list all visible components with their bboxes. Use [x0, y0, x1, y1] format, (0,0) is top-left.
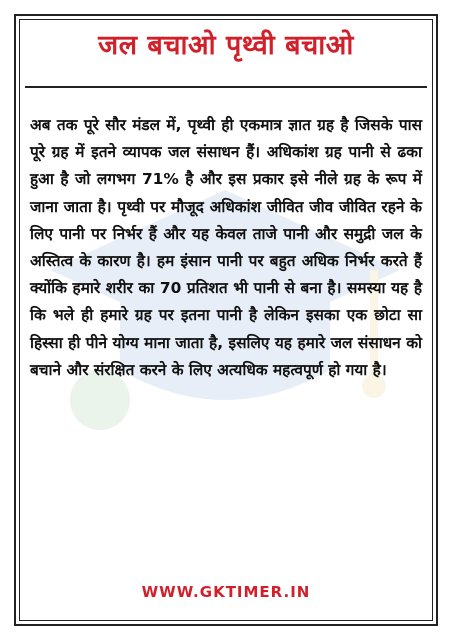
- essay-paragraph: अब तक पूरे सौर मंडल में, पृथ्वी ही एकमात्र ज्ञात ग्रह है जिसके पास पूरे ग्रह में इतने व्यापक जल संसाधन हैं। अधिकांश ग्रह पानी से ढका हुआ है जो लगभग 71% है और इस प्रकार इसे नीले ग्रह के रूप में जाना जाता है। पृथ्वी पर मौजूद अधिकांश जीवित जीव जीवित रहने के लिए पानी पर निर्भर हैं और यह केवल ताजे पानी और समुद्री जल के अस्तित्व के कारण है। हम इंसान पानी पर बहुत अधिक निर्भर करते हैं क्योंकि हमारे शरीर का 70 प्रतिशत भी पानी से बना है। समस्या यह है कि भले ही हमारे ग्रह पर इतना पानी है लेकिन इसका एक छोटा सा हिस्सा ही पीने योग्य माना जाता है, इसलिए यह हमारे जल संसाधन को बचाने और संरक्षित करने के लिए अत्यधिक महत्वपूर्ण हो गया है।: [30, 116, 422, 379]
- title-divider: [25, 86, 427, 88]
- website-url: WWW.GKTIMER.IN: [141, 583, 311, 601]
- page-title: जल बचाओ पृथ्वी बचाओ: [98, 30, 354, 61]
